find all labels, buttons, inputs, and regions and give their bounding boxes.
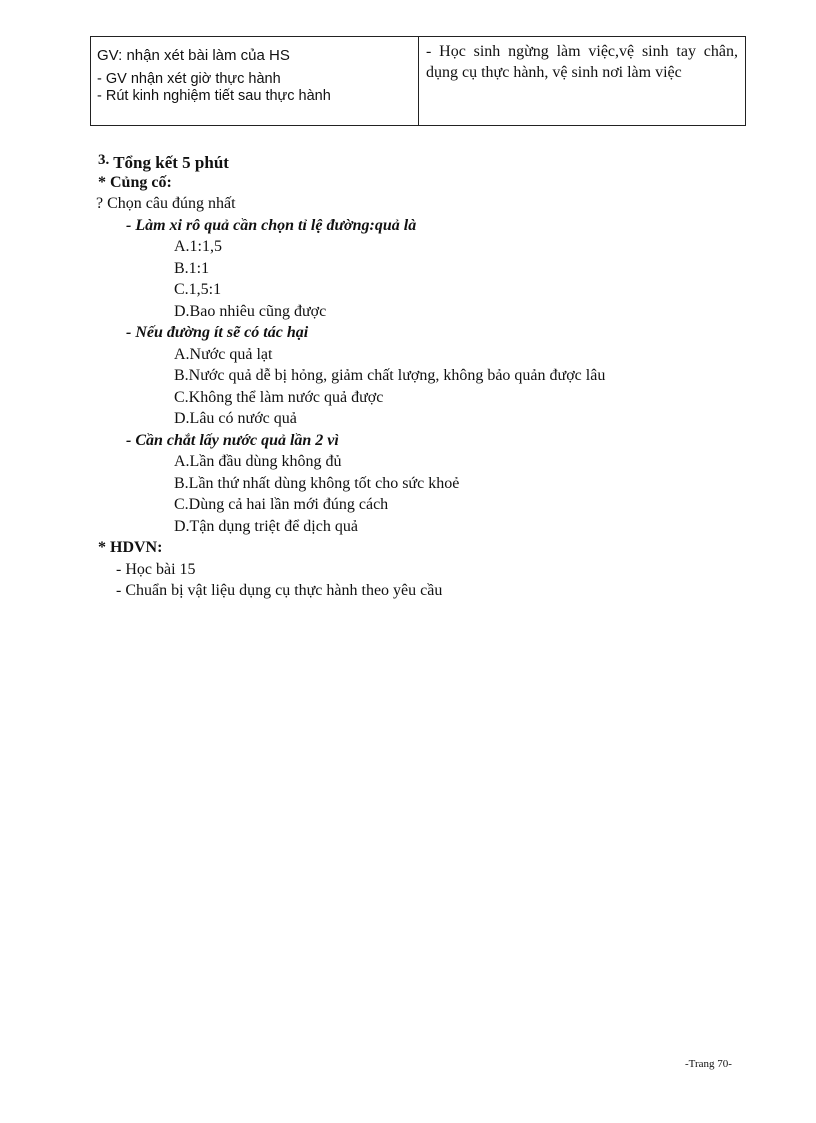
option: B.Nước quả dễ bị hỏng, giảm chất lượng, không bảo quản được lâu	[174, 367, 606, 384]
question-3: - Cần chắt lấy nước quả lần 2 vì	[126, 431, 339, 449]
question-2: - Nếu đường ít sẽ có tác hại	[126, 324, 309, 341]
teacher-activity-cell	[91, 37, 419, 125]
teacher-line: GV: nhận xét bài làm của HS	[97, 47, 290, 64]
question-prompt: ? Chọn câu đúng nhất	[96, 195, 236, 212]
option: A.1:1,5	[174, 238, 222, 255]
document-body	[98, 150, 748, 602]
page-number: -Trang 70-	[685, 1058, 732, 1070]
homework-item: - Chuẩn bị vật liệu dụng cụ thực hành theo yêu cầu	[116, 582, 443, 599]
question-1: - Làm xi rô quả cần chọn tỉ lệ đường:quả là	[126, 216, 417, 234]
option: A.Lần đầu dùng không đủ	[174, 453, 342, 470]
consolidation-label: * Củng cố:	[98, 173, 172, 191]
homework-heading: * HDVN:	[98, 539, 163, 556]
option: C.Không thể làm nước quả được	[174, 388, 384, 406]
option: B.Lần thứ nhất dùng không tốt cho sức khoẻ	[174, 474, 460, 492]
option: B.1:1	[174, 259, 210, 277]
option: C.1,5:1	[174, 281, 222, 298]
option: D.Tận dụng triệt để dịch quả	[174, 517, 358, 535]
option: D.Lâu có nước quả	[174, 410, 297, 427]
option: C.Dùng cả hai lần mới đúng cách	[174, 496, 389, 513]
teacher-line: - Rút kinh nghiệm tiết sau thực hành	[97, 88, 331, 104]
teacher-line: - GV nhận xét giờ thực hành	[97, 71, 281, 87]
option: A.Nước quả lạt	[174, 345, 273, 363]
activity-table	[90, 36, 746, 126]
student-activity-cell: - Học sinh ngừng làm việc,vệ sinh tay chân, dụng cụ thực hành, vệ sinh nơi làm việc	[426, 43, 738, 81]
section-number: 3.	[98, 152, 110, 168]
option: D.Bao nhiêu cũng được	[174, 302, 327, 320]
section-title: Tổng kết 5 phút	[113, 153, 229, 172]
homework-item: - Học bài 15	[116, 560, 196, 578]
section-heading	[98, 150, 748, 172]
